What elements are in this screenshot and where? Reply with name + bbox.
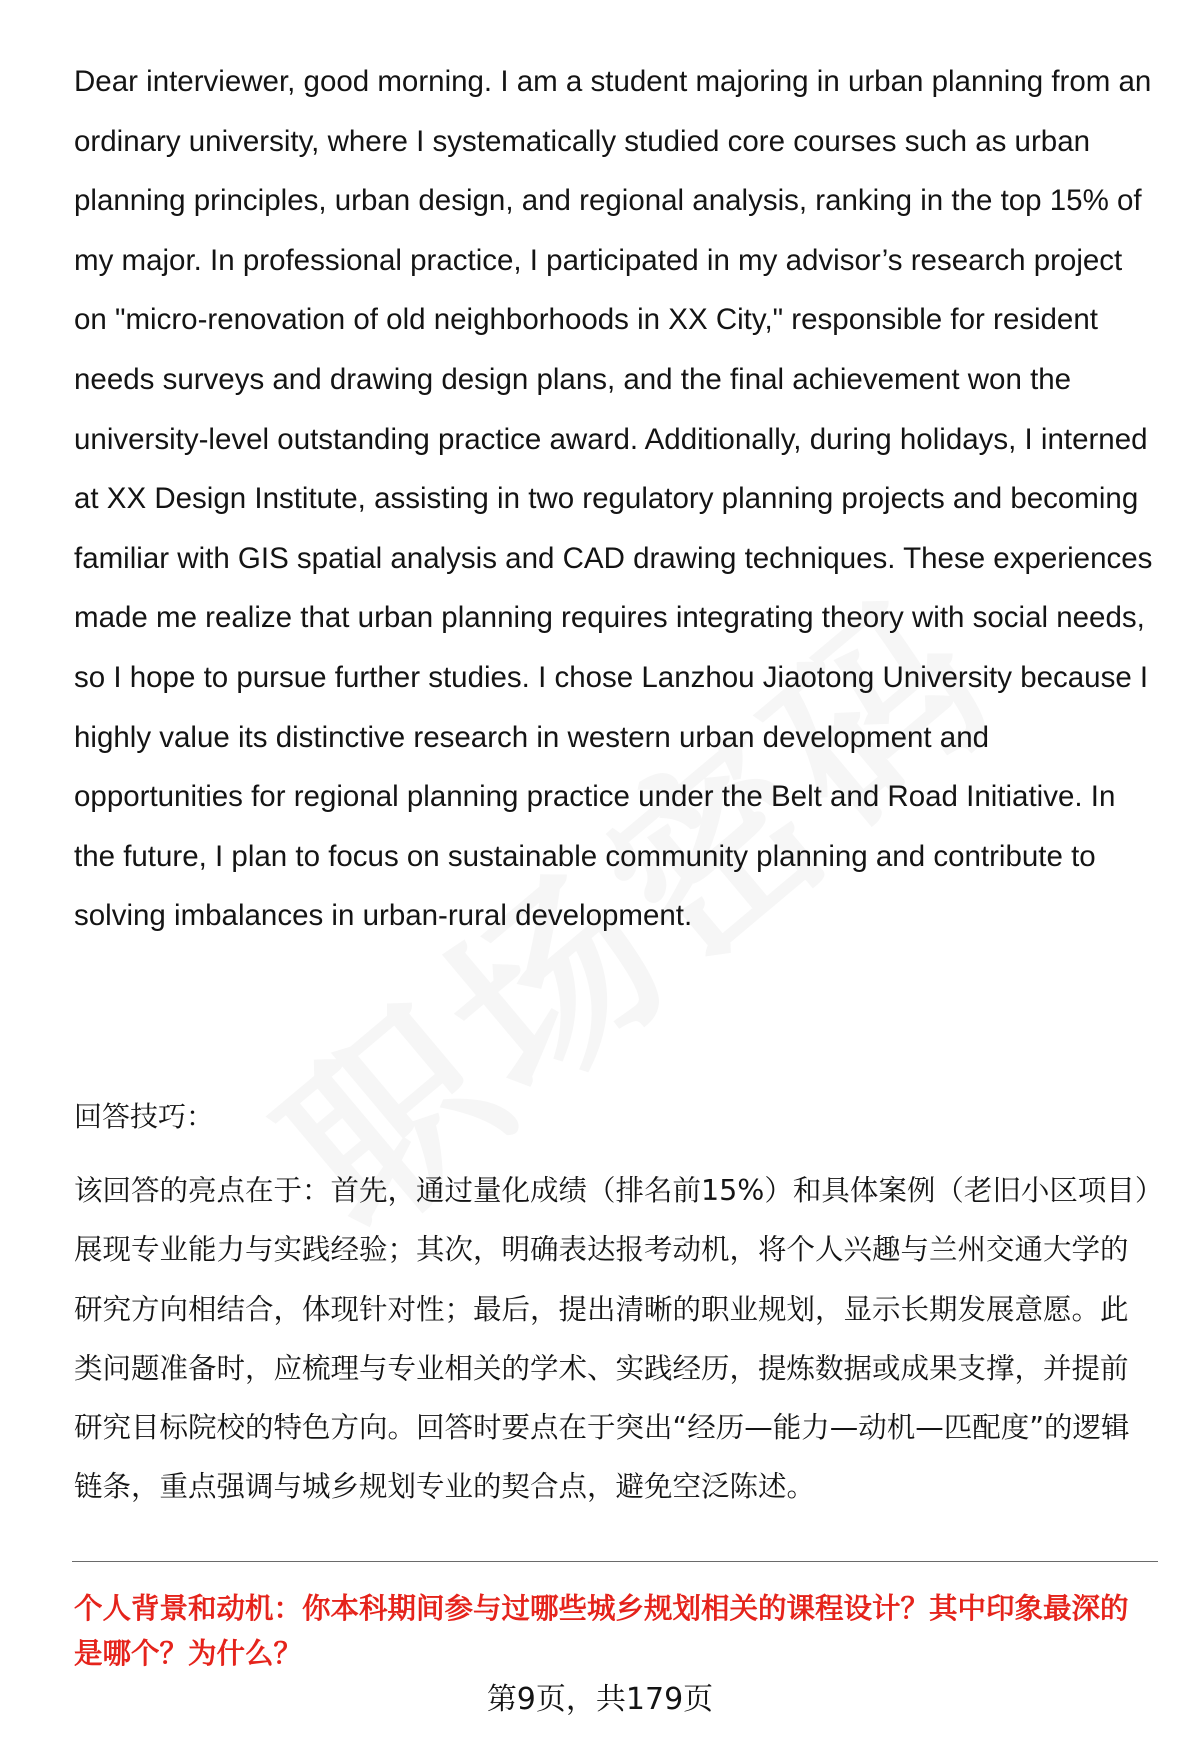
tips-heading: 回答技巧：: [74, 1100, 215, 1133]
sample-answer-paragraph: Dear interviewer, good morning. I am a student majoring in urban planning from an ordinary university, where I systematically studied core courses such as urban planning principles, urban design, and regional analysis, ranking in the top 15% of my major. In professional practice, I participated in my advisor’s research project on "micro-renovation of old neighborhoods in XX City," responsible for resident needs surveys and drawing design plans, and the final achievement won the university-level outstanding practice award. Additionally, during holidays, I interned at XX Design Institute, assisting in two regulatory planning projects and becoming familiar with GIS spatial analysis and CAD drawing techniques. These experiences made me realize that urban planning requires integrating theory with social needs, so I hope to pursue further studies. I chose Lanzhou Jiaotong University because I highly value its distinctive research in western urban development and opportunities for regional planning practice under the Belt and Road Initiative. In the future, I plan to focus on sustainable community planning and contribute to solving imbalances in urban-rural development.: [74, 65, 1153, 933]
next-question-heading: 个人背景和动机：你本科期间参与过哪些城乡规划相关的课程设计？其中印象最深的是哪个？为什么？: [74, 1592, 1129, 1670]
page-number: 第9页，共179页: [486, 1682, 714, 1717]
tips-body-paragraph: 该回答的亮点在于：首先，通过量化成绩（排名前15%）和具体案例（老旧小区项目）展现专业能力与实践经验；其次，明确表达报考动机，将个人兴趣与兰州交通大学的研究方向相结合，体现针对性；最后，提出清晰的职业规划，显示长期发展意愿。此类问题准备时，应梳理与专业相关的学术、实践经历，提炼数据或成果支撑，并提前研究目标院校的特色方向。回答时要点在于突出“经历—能力—动机—匹配度”的逻辑链条，重点强调与城乡规划专业的契合点，避免空泛陈述。: [74, 1174, 1150, 1504]
section-divider: [72, 1561, 1158, 1562]
